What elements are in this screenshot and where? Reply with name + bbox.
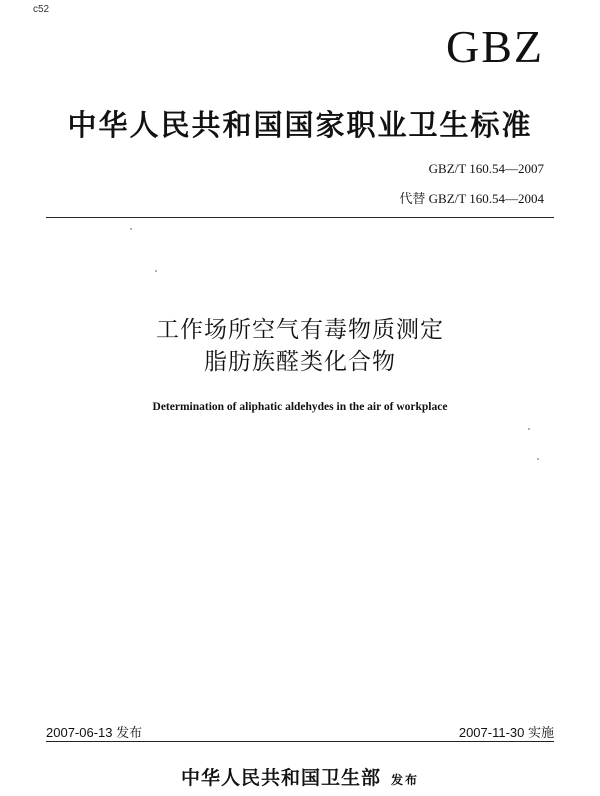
title-line-1: 工作场所空气有毒物质测定 [156,317,444,343]
top-divider [46,217,554,218]
standard-number: GBZ/T 160.54—2007 [428,161,544,176]
title-line-2: 脂肪族醛类化合物 [204,349,396,375]
bottom-divider [46,741,554,742]
scan-speck [155,270,157,272]
issuer-line [0,763,600,790]
issuer-name: 中华人民共和国卫生部 [180,767,381,789]
replaces-standard: 代替 GBZ/T 160.54—2004 [399,191,544,206]
corner-code: c52 [33,4,50,15]
scan-speck [130,228,132,230]
english-title: Determination of aliphatic aldehydes in the air of workplace [152,401,448,413]
scan-speck [528,428,530,430]
scan-speck [537,458,539,460]
issue-date: 2007-06-13 发布 [46,725,143,740]
issuer-suffix: 发布 [391,773,420,787]
implementation-date: 2007-11-30 实施 [458,725,554,740]
gbz-logo: GBZ [446,21,544,72]
national-standard-heading: 中华人民共和国国家职业卫生标准 [67,108,533,142]
